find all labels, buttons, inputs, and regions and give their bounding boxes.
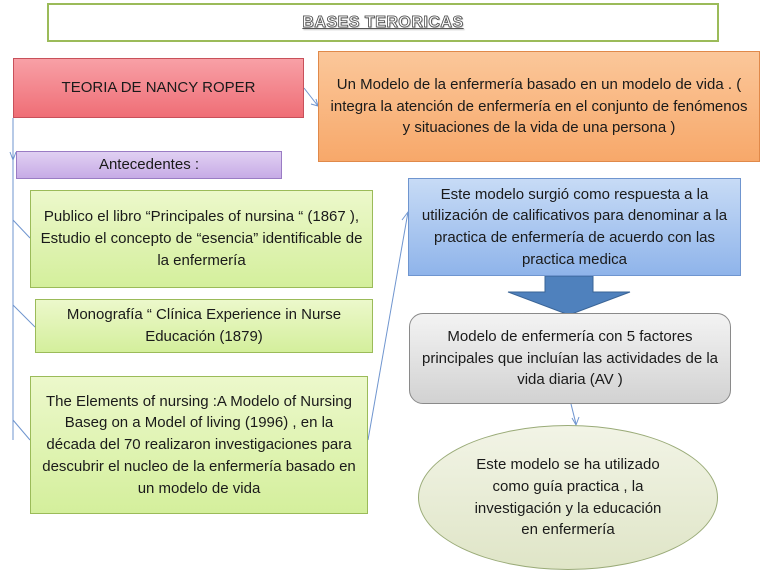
branch-to-mono <box>13 305 35 327</box>
model-description-box: Un Modelo de la enfermería basado en un modelo de vida . ( integra la atención de enfermería en el conjunto de fenómenos y situaciones de la vida de una persona ) <box>318 51 760 162</box>
branch-to-pub <box>13 220 30 238</box>
model-origin-box: Este modelo surgió como respuesta a la utilización de calificativos para denominar a la practica de enfermería de acuerdo con las practica medica <box>408 178 741 276</box>
theory-to-model-line <box>304 88 318 106</box>
antecedent-monograph-box: Monografía “ Clínica Experience in Nurse Educación (1879) <box>35 299 373 353</box>
antecedent-book-box: Publico el libro “Principales of nursina “ (1867 ), Estudio el concepto de “esencia” identificable de la enfermería <box>30 190 373 288</box>
branch-to-elem <box>13 420 30 440</box>
theory-box: TEORIA DE NANCY ROPER <box>13 58 304 118</box>
page-title-text: BASES TERORICAS <box>302 13 464 31</box>
page-title <box>47 3 719 42</box>
down-arrow-icon <box>508 276 630 315</box>
elem-to-origin-line <box>368 212 408 440</box>
usage-oval: Este modelo se ha utilizado como guía practica , la investigación y la educación en enfermería <box>418 425 718 570</box>
factors-box: Modelo de enfermería con 5 factores principales que incluían las actividades de la vida diaria (AV ) <box>409 313 731 404</box>
antecedent-elements-box: The Elements of nursing :A Modelo of Nursing Baseg on a Model of living (1996) , en la década del 70 realizaron investigaciones para descubrir el nucleo de la enfermería basado en un modelo de vida <box>30 376 368 514</box>
antecedents-label: Antecedentes : <box>16 151 282 179</box>
